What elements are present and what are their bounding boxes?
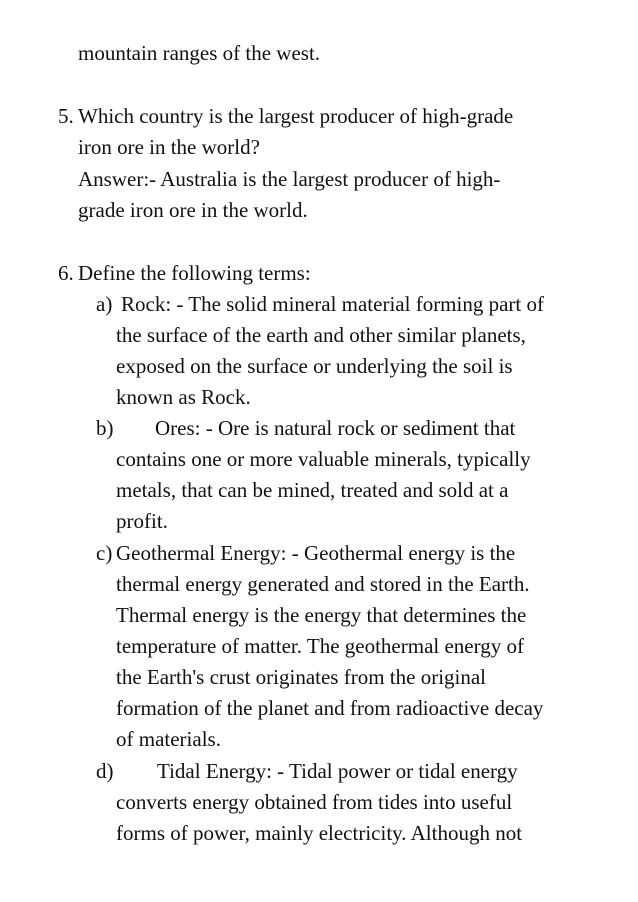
- q6-heading: Define the following terms:: [78, 261, 311, 285]
- q6-b-line-4: profit.: [116, 509, 168, 533]
- q6-a-marker: a): [96, 292, 113, 316]
- q5-number: 5.: [58, 104, 74, 128]
- q6-c-line-4: temperature of matter. The geothermal energy of: [116, 634, 524, 658]
- intro-line-1: mountain ranges of the west.: [78, 41, 321, 65]
- q5-answer-line-1: Answer:- Australia is the largest producer of high-: [78, 167, 501, 191]
- q6-c-line-2: thermal energy generated and stored in the Earth.: [116, 572, 530, 596]
- q5-question-line-1: Which country is the largest producer of high-grade: [78, 104, 514, 128]
- q6-b-line-2: contains one or more valuable minerals, typically: [116, 447, 531, 471]
- q6-c-line-1: Geothermal Energy: - Geothermal energy is the: [116, 541, 516, 565]
- q6-c-marker: c): [96, 541, 113, 565]
- q6-d-marker: d): [96, 759, 114, 783]
- q6-c-line-5: the Earth's crust originates from the original: [116, 665, 487, 689]
- q6-a-line-2: the surface of the earth and other similar planets,: [116, 323, 526, 347]
- q6-number: 6.: [58, 261, 74, 285]
- q6-a-line-3: exposed on the surface or underlying the soil is: [116, 354, 513, 378]
- q5-question-line-2: iron ore in the world?: [78, 135, 260, 159]
- q6-a-line-4: known as Rock.: [116, 385, 251, 409]
- q6-b-marker: b): [96, 416, 114, 440]
- q6-b-line-3: metals, that can be mined, treated and sold at a: [116, 478, 509, 502]
- q6-c-line-6: formation of the planet and from radioactive decay: [116, 696, 544, 720]
- q6-c-line-3: Thermal energy is the energy that determines the: [116, 603, 527, 627]
- q6-d-line-2: converts energy obtained from tides into useful: [116, 790, 513, 814]
- q5-answer-line-2: grade iron ore in the world.: [78, 198, 308, 222]
- q6-d-line-1: Tidal Energy: - Tidal power or tidal energy: [157, 759, 518, 783]
- q6-b-line-1: Ores: - Ore is natural rock or sediment that: [155, 416, 516, 440]
- q6-d-line-3: forms of power, mainly electricity. Although not: [116, 821, 523, 845]
- q6-c-line-7: of materials.: [116, 727, 221, 751]
- q6-a-line-1: Rock: - The solid mineral material forming part of: [121, 292, 544, 316]
